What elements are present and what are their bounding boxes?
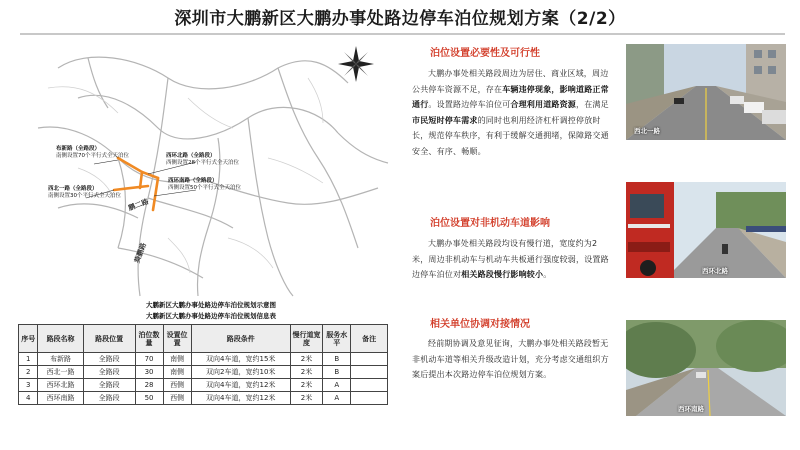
th-road-position: 路段位置 — [83, 325, 135, 353]
label-xibeiyi-title: 西北一路（全路段） — [48, 186, 98, 192]
cell: A — [323, 392, 351, 405]
table-header-row — [19, 325, 388, 353]
th-slow-lane-width: 慢行道宽度 — [290, 325, 322, 353]
page-title: 深圳市大鹏新区大鹏办事处路边停车泊位规划方案（2/2） — [174, 9, 626, 29]
cell: 2米 — [290, 366, 322, 379]
th-road-condition: 路段条件 — [191, 325, 290, 353]
th-setting-position: 设置位置 — [163, 325, 191, 353]
impact-bold: 相关路段慢行影响较小 — [461, 270, 544, 279]
cell: 2米 — [290, 379, 322, 392]
left-panel — [18, 38, 404, 440]
necessity-text-4: 的同时也利用经济杠杆调控停放时长，规范停车秩序，有利于缓解交通拥堵，保障路交通安全、有序、畅顺。 — [412, 115, 609, 156]
th-service-level: 服务水平 — [323, 325, 351, 353]
cell: 双向4车道，宽约12米 — [191, 392, 290, 405]
cell: 全路段 — [83, 366, 135, 379]
impact-text-a: 大鹏办事处相关路段均设有慢行道，宽度约为2米，周边非机动车与机动车共板通行强度较弱，设置路边停车泊位对 — [412, 239, 609, 279]
cell: 西北一路 — [38, 366, 83, 379]
th-spot-count: 泊位数量 — [135, 325, 163, 353]
label-xihuannan-title: 西环南路（全路段） — [168, 178, 218, 184]
photo-label-2: 西环北路 — [702, 267, 728, 275]
photo-xibei-road — [626, 44, 786, 140]
body-necessity — [412, 66, 612, 159]
heading-impact: 泊位设置对非机动车道影响 — [430, 218, 550, 229]
photo-xihuanbei-road — [626, 182, 786, 278]
heading-coordination: 相关单位协调对接情况 — [430, 319, 530, 330]
cell: 3 — [19, 379, 38, 392]
cell: 全路段 — [83, 379, 135, 392]
cell: 全路段 — [83, 392, 135, 405]
title-bar — [0, 0, 800, 34]
th-road-name: 路段名称 — [38, 325, 83, 353]
cell: 南侧 — [163, 353, 191, 366]
road-label-kuipeng: 葵鹏路 — [133, 241, 148, 265]
label-xihuanbei-detail: 西侧设置28个平行式全天泊位 — [166, 160, 239, 166]
body-impact — [412, 236, 612, 283]
cell — [351, 366, 388, 379]
cell: 西侧 — [163, 392, 191, 405]
cell: 30 — [135, 366, 163, 379]
label-xihuannan — [168, 178, 241, 192]
cell: 西环北路 — [38, 379, 83, 392]
cell: 28 — [135, 379, 163, 392]
compass-icon — [336, 44, 376, 84]
impact-text-b: 。 — [543, 270, 552, 279]
cell: B — [323, 353, 351, 366]
label-buxin-title: 布新路（全路段） — [56, 146, 101, 152]
cell: 南侧 — [163, 366, 191, 379]
necessity-text-3: ，在满足 — [576, 100, 609, 109]
table-row — [19, 379, 388, 392]
title-divider — [20, 33, 785, 35]
table-row — [19, 353, 388, 366]
necessity-text-2: 。设置路边停车泊位可 — [428, 100, 511, 109]
photo-label-3: 西环南路 — [678, 405, 704, 413]
cell: 双向4车道，宽约12米 — [191, 379, 290, 392]
label-buxin-detail: 南侧设置70个平行式全天泊位 — [56, 153, 129, 159]
label-buxin — [56, 146, 129, 160]
label-xibeiyi — [48, 186, 121, 200]
table-caption: 大鹏新区大鹏办事处路边停车泊位规划信息表 — [146, 312, 276, 320]
cell: 西侧 — [163, 379, 191, 392]
cell: 2 — [19, 366, 38, 379]
body-coordination: 经前期协调及意见征询，大鹏办事处相关路段暂无非机动车道等相关升级改造计划，充分考虑交通组织方案后提出本次路边停车泊位规划方案。 — [412, 339, 609, 379]
label-xihuanbei-title: 西环北路（全路段） — [166, 153, 216, 159]
cell: 70 — [135, 353, 163, 366]
road-label-pengyi: 鹏二路 — [127, 197, 150, 213]
table-row — [19, 366, 388, 379]
cell — [351, 353, 388, 366]
label-xihuanbei — [166, 153, 239, 167]
necessity-text-1: 大鹏办事处相关路段周边为居住、商业区域，周边公共停车资源不足，存在 — [412, 69, 609, 94]
cell: 50 — [135, 392, 163, 405]
th-index: 序号 — [19, 325, 38, 353]
cell: 2米 — [290, 353, 322, 366]
cell: 双向4车道，宽约15米 — [191, 353, 290, 366]
necessity-bold-1: 车辆违停现象，影响道路正常通行 — [412, 84, 609, 109]
cell: 2米 — [290, 392, 322, 405]
cell: B — [323, 366, 351, 379]
photo-xihuannan-road — [626, 320, 786, 416]
planning-map — [18, 38, 404, 298]
necessity-bold-2: 合理利用道路资源 — [510, 100, 577, 109]
label-xihuannan-detail: 西侧设置50个平行式全天泊位 — [168, 185, 241, 191]
cell: 布新路 — [38, 353, 83, 366]
cell: 4 — [19, 392, 38, 405]
cell: 双向2车道，宽约10米 — [191, 366, 290, 379]
label-xibeiyi-detail: 南侧设置30个平行式全天泊位 — [48, 193, 121, 199]
cell: 1 — [19, 353, 38, 366]
cell — [351, 379, 388, 392]
photo-label-1: 西北一路 — [634, 127, 660, 135]
table-row — [19, 392, 388, 405]
necessity-bold-3: 市民短时停车需求 — [412, 115, 478, 125]
parking-info-table — [18, 324, 388, 405]
map-caption: 大鹏新区大鹏办事处路边停车泊位规划示意图 — [146, 301, 276, 309]
th-remarks: 备注 — [351, 325, 388, 353]
cell: A — [323, 379, 351, 392]
cell: 全路段 — [83, 353, 135, 366]
heading-necessity: 泊位设置必要性及可行性 — [430, 48, 540, 59]
cell: 西环南路 — [38, 392, 83, 405]
cell — [351, 392, 388, 405]
